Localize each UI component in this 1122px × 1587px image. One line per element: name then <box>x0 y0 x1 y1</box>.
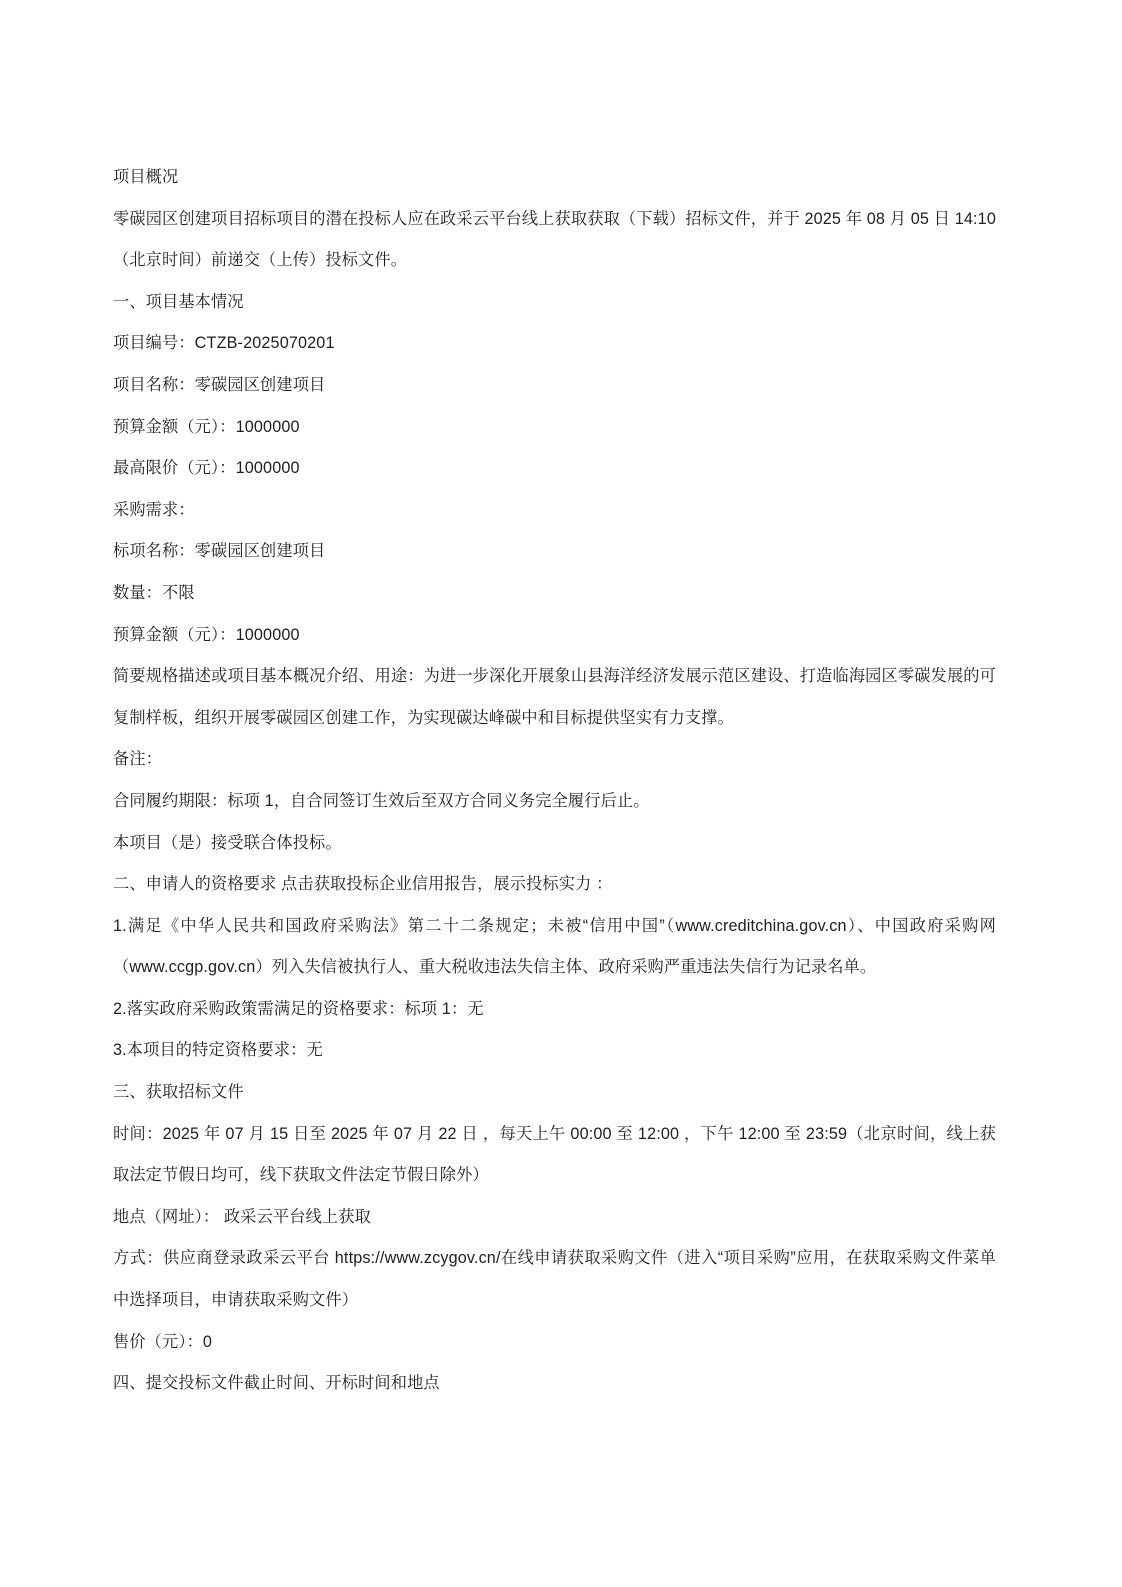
qualification-item-2: 2.落实政府采购政策需满足的资格要求：标项 1：无 <box>113 999 484 1018</box>
budget-amount: 预算金额（元）：1000000 <box>113 417 300 436</box>
qualification-item-1: 1.满足《中华人民共和国政府采购法》第二十二条规定；未被“信用中国”（www.creditchina.gov.cn）、中国政府采购网（www.ccgp.gov.cn）列入失信被执行人、重大税收违法失信主体、政府采购严重违法失信行为记录名单。 <box>113 916 996 977</box>
section-two-heading: 二、申请人的资格要求 点击获取投标企业信用报告，展示投标实力 ： <box>113 875 613 894</box>
document-body <box>113 157 996 1405</box>
contract-period: 合同履约期限：标项 1，自合同签订生效后至双方合同义务完全履行后止。 <box>113 791 650 810</box>
project-name: 项目名称：零碳园区创建项目 <box>113 375 326 394</box>
quantity: 数量：不限 <box>113 583 195 602</box>
qualification-item-3: 3.本项目的特定资格要求：无 <box>113 1041 323 1060</box>
acquire-place: 地点（网址）： 政采云平台线上获取 <box>113 1207 371 1226</box>
procurement-need-label: 采购需求： <box>113 500 195 519</box>
section-one-heading: 一、项目基本情况 <box>113 292 244 311</box>
lot-name: 标项名称：零碳园区创建项目 <box>113 542 326 561</box>
overview-paragraph: 零碳园区创建项目招标项目的潜在投标人应在政采云平台线上获取获取（下载）招标文件，并于 2025 年 08 月 05 日 14:10（北京时间）前递交（上传）投标文件。 <box>113 209 996 270</box>
acquire-method: 方式：供应商登录政采云平台 https://www.zcygov.cn/在线申请获取采购文件（进入“项目采购”应用，在获取采购文件菜单中选择项目，申请获取采购文件） <box>113 1249 996 1310</box>
remark-label: 备注： <box>113 750 163 769</box>
consortium-statement: 本项目（是）接受联合体投标。 <box>113 833 342 852</box>
section-three-heading: 三、获取招标文件 <box>113 1083 244 1102</box>
section-four-heading: 四、提交投标文件截止时间、开标时间和地点 <box>113 1374 440 1393</box>
acquire-time: 时间：2025 年 07 月 15 日至 2025 年 07 月 22 日 ，每天上午 00:00 至 12:00 ，下午 12:00 至 23:59（北京时间，线上获取法定节假日均可，线下获取文件法定节假日除外） <box>113 1124 996 1185</box>
document-price: 售价（元）：0 <box>113 1332 213 1351</box>
project-number: 项目编号：CTZB-2025070201 <box>113 334 335 353</box>
lot-budget-amount: 预算金额（元）：1000000 <box>113 625 300 644</box>
overview-heading: 项目概况 <box>113 168 179 186</box>
max-price: 最高限价（元）：1000000 <box>113 459 300 478</box>
spec-description: 简要规格描述或项目基本概况介绍、用途：为进一步深化开展象山县海洋经济发展示范区建设、打造临海园区零碳发展的可复制样板，组织开展零碳园区创建工作，为实现碳达峰碳中和目标提供坚实有力支撑。 <box>113 667 996 727</box>
